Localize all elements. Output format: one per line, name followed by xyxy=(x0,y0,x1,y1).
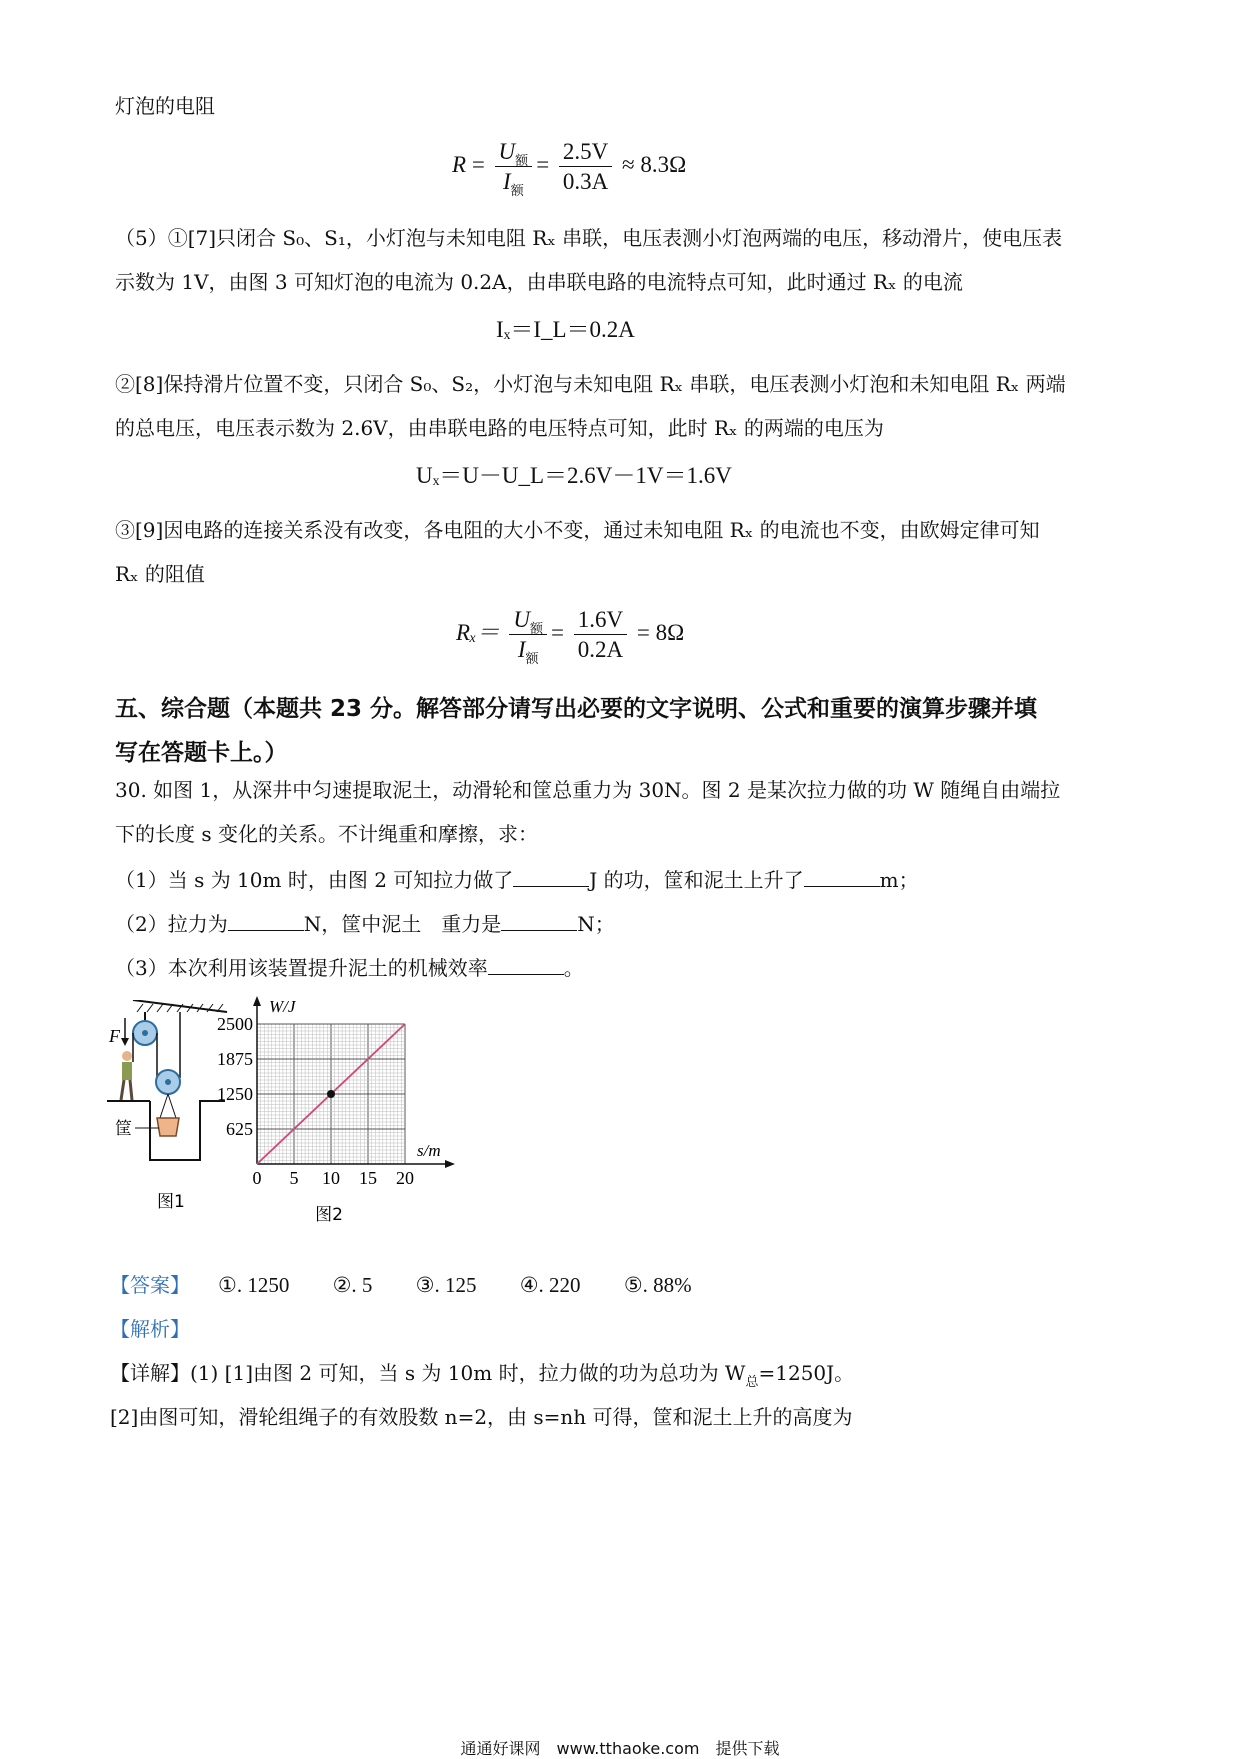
answer-item: ④. 220 xyxy=(519,1273,581,1297)
y-axis-label: W/J xyxy=(269,997,296,1016)
section-heading-line2: 写在答题卡上。） xyxy=(115,740,288,766)
eq-var: R xyxy=(452,151,467,177)
detail-paragraph-2: [2]由图可知，滑轮组绳子的有效股数 n=2，由 s=nh 可得，筐和泥土上升的高度为 xyxy=(110,1405,853,1429)
x-tick-label: 5 xyxy=(289,1168,299,1188)
eq-value: 1.6V xyxy=(574,608,627,635)
footer-source: 通通好课网 www.tthaoke.com 提供下载 xyxy=(460,1739,780,1758)
detail-sub: 总 xyxy=(745,1375,759,1390)
detail-text: 【详解】(1) [1]由图 2 可知，当 s 为 10m 时，拉力做的功为总功为 W xyxy=(110,1361,746,1385)
basket-rope xyxy=(168,1094,176,1118)
basket-label: 筐 xyxy=(115,1119,132,1139)
data-point-marker xyxy=(327,1090,335,1098)
question-30-part1 xyxy=(115,868,919,890)
basket-rope xyxy=(160,1094,168,1118)
eq-value: 2.5V xyxy=(559,140,612,167)
fraction xyxy=(574,608,627,661)
text-step5-1a: （5）①[7]只闭合 S₀、S₁，小灯泡与未知电阻 Rₓ 串联，电压表测小灯泡两端的电压，移动滑片，使电压表 xyxy=(115,226,1063,250)
person-leg xyxy=(130,1080,132,1100)
answer-item: ②. 5 xyxy=(332,1273,373,1297)
question-30-line1: 30. 如图 1，从深井中匀速提取泥土，动滑轮和筐总重力为 30N。图 2 是某次拉力做的功 W 随绳自由端拉 xyxy=(115,778,1061,802)
analysis-label: 【解析】 xyxy=(110,1317,190,1341)
x-tick-label: 10 xyxy=(322,1168,340,1188)
x-axis-arrow xyxy=(445,1160,455,1168)
y-tick-label: 1875 xyxy=(217,1049,253,1069)
equation-rx: Rₓ＝ $\frac{U_额}{I_额}$ = $\frac{1.6V}{0.2A}$ = 8Ω xyxy=(456,607,685,666)
question-30-part3 xyxy=(115,956,584,978)
answer-blank xyxy=(228,912,304,931)
arrow-head xyxy=(121,1038,129,1046)
q-text: m； xyxy=(879,868,919,892)
text-step5-1b: 示数为 1V，由图 3 可知灯泡的电流为 0.2A，由串联电路的电流特点可知，此时通过 Rₓ 的电流 xyxy=(115,270,963,294)
eq-lhs: Rₓ＝ xyxy=(456,619,500,645)
eq-var: I xyxy=(517,637,526,662)
fraction xyxy=(509,607,547,666)
basket-icon xyxy=(157,1118,179,1136)
answer-list xyxy=(218,1275,730,1296)
text-step5-2b: 的总电压，电压表示数为 2.6V，由串联电路的电压特点可知，此时 Rₓ 的两端的电压为 xyxy=(115,416,884,440)
x-tick-label: 20 xyxy=(396,1168,414,1188)
q-text: N，筐中泥土 重力是 xyxy=(303,912,502,936)
y-tick-label: 2500 xyxy=(217,1014,253,1034)
text-lamp-resistance: 灯泡的电阻 xyxy=(115,94,215,118)
x-axis-label: s/m xyxy=(417,1141,441,1160)
figure-2-caption: 图2 xyxy=(315,1205,343,1225)
q-text: 。 xyxy=(563,956,584,980)
eq-sub: 额 xyxy=(529,621,543,636)
answer-blank xyxy=(501,912,577,931)
figure-1-caption: 图1 xyxy=(157,1192,185,1212)
x-tick-label: 15 xyxy=(359,1168,377,1188)
answer-item: ③. 125 xyxy=(415,1273,477,1297)
equation-current: Iₓ＝I_L＝0.2A xyxy=(496,317,635,342)
eq-value: 0.3A xyxy=(562,169,609,194)
q-text: （3）本次利用该装置提升泥土的机械效率 xyxy=(115,956,488,980)
answer-blank xyxy=(804,868,880,887)
person-head xyxy=(122,1051,132,1061)
eq-value: 0.2A xyxy=(577,637,624,662)
answer-blank xyxy=(513,868,589,887)
eq-result: = 8Ω xyxy=(636,619,685,645)
force-label: F xyxy=(109,1026,120,1046)
answer-item: ①. 1250 xyxy=(218,1273,290,1297)
eq-sub: 额 xyxy=(525,651,539,666)
equation-lamp-resistance: R = $\frac{U_额}{I_额}$ = $\frac{2.5V}{0.3A}$ ≈ 8.3Ω xyxy=(452,139,687,198)
equation-voltage: Uₓ＝U－U_L＝2.6V－1V＝1.6V xyxy=(416,463,732,488)
detail-text: =1250J。 xyxy=(758,1361,855,1385)
answer-item: ⑤. 88% xyxy=(623,1273,692,1297)
eq-var: I xyxy=(503,169,511,194)
question-30-part2 xyxy=(115,912,615,934)
eq-result: ≈ 8.3Ω xyxy=(622,151,687,177)
person-body xyxy=(122,1062,132,1080)
pulley-axle xyxy=(165,1079,171,1085)
answer-label: 【答案】 xyxy=(110,1273,190,1297)
text-step5-3a: ③[9]因电路的连接关系没有改变，各电阻的大小不变，通过未知电阻 Rₓ 的电流也不变，由欧姆定律可知 xyxy=(115,518,1040,542)
answer-blank xyxy=(488,956,564,975)
q-text: J 的功，筐和泥土上升了 xyxy=(589,868,804,892)
eq-sub: 额 xyxy=(510,183,524,198)
pulley-axle xyxy=(142,1030,148,1036)
q-text: N； xyxy=(577,912,615,936)
section-heading-line1: 五、综合题（本题共 23 分。解答部分请写出必要的文字说明、公式和重要的演算步骤并填 xyxy=(115,696,1038,722)
text-step5-2a: ②[8]保持滑片位置不变，只闭合 S₀、S₂，小灯泡与未知电阻 Rₓ 串联，电压表测小灯泡和未知电阻 Rₓ 两端 xyxy=(115,372,1066,396)
person-leg xyxy=(121,1080,124,1100)
eq-var: U xyxy=(498,139,516,164)
q-text: （2）拉力为 xyxy=(115,912,228,936)
eq-sub: 额 xyxy=(515,153,529,168)
detail-paragraph xyxy=(110,1361,855,1390)
eq-var: U xyxy=(513,607,530,632)
fraction xyxy=(495,139,533,198)
y-tick-label: 625 xyxy=(226,1119,253,1139)
text-step5-3b: Rₓ 的阻值 xyxy=(115,562,205,586)
q-text: （1）当 s 为 10m 时，由图 2 可知拉力做了 xyxy=(115,868,514,892)
fraction xyxy=(559,140,612,193)
question-30-line2: 下的长度 s 变化的关系。不计绳重和摩擦，求： xyxy=(115,822,538,846)
figure-2-work-distance-chart xyxy=(205,994,465,1254)
y-axis-arrow xyxy=(253,996,261,1006)
x-tick-label: 0 xyxy=(252,1168,262,1188)
y-tick-label: 1250 xyxy=(217,1084,253,1104)
